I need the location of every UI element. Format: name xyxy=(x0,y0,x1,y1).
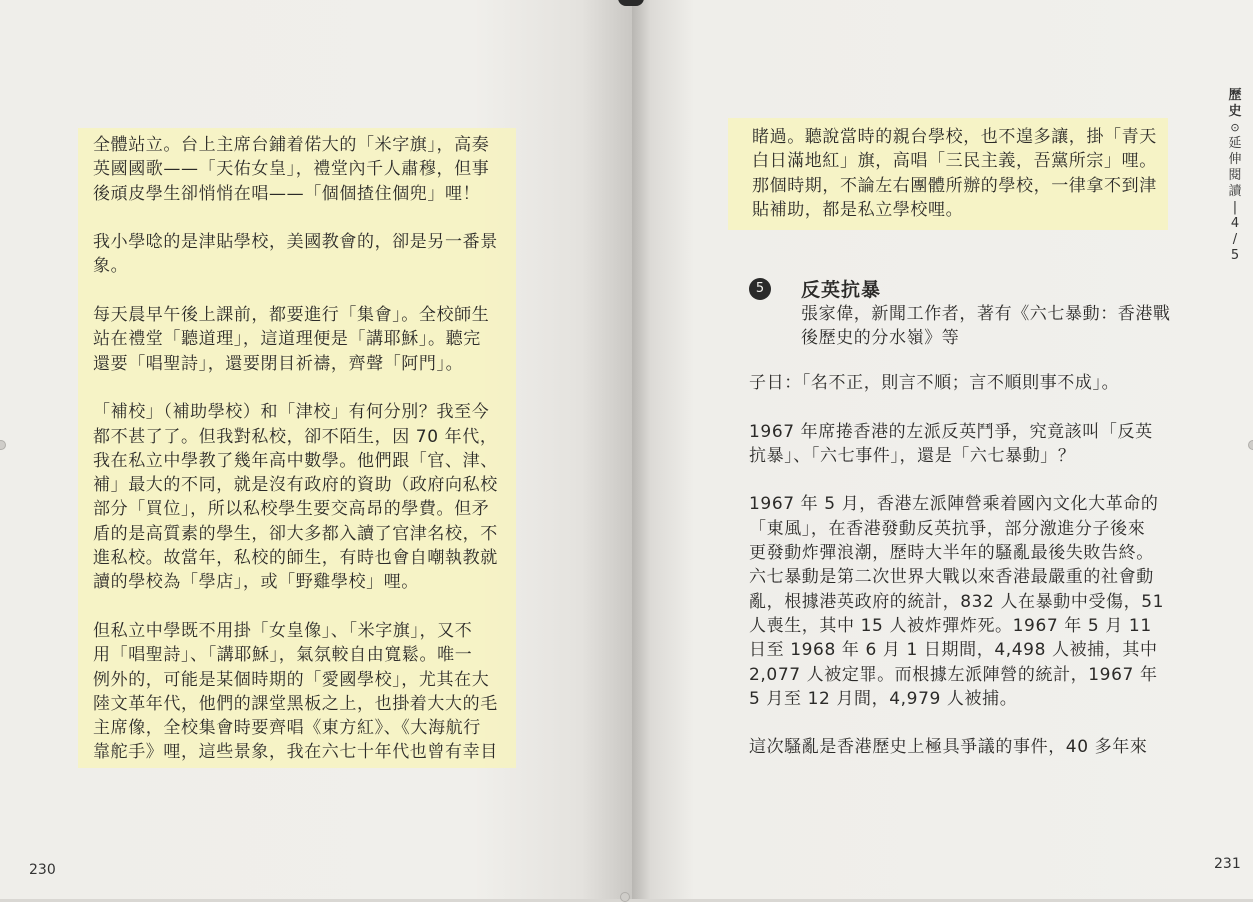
text-line: 亂，根據港英政府的統計，832 人在暴動中受傷，51 xyxy=(749,591,1165,612)
text-line: 例外的，可能是某個時期的「愛國學校」，尤其在大 xyxy=(93,669,490,690)
paragraph xyxy=(93,133,518,206)
text-line: 盾的是高質素的學生，卻大多都入讀了官津名校，不 xyxy=(93,523,498,544)
paragraph xyxy=(749,420,1159,469)
text-line: 主席像，全校集會時要齊唱《東方紅》、《大海航行 xyxy=(93,718,481,739)
section-number-badge: 5 xyxy=(749,278,771,300)
text-line: 全體站立。台上主席台鋪着偌大的「米字旗」，高奏 xyxy=(93,135,490,155)
side-label-char: 4 xyxy=(1230,216,1240,231)
side-label-char: | xyxy=(1232,200,1238,215)
text-line: 1967 年席捲香港的左派反英鬥爭，究竟該叫「反英 xyxy=(749,421,1153,442)
text-line: 還要「唱聖詩」，還要閉目祈禱，齊聲「阿門」。 xyxy=(93,353,464,374)
text-line: 人喪生，其中 15 人被炸彈炸死。1967 年 5 月 11 xyxy=(749,615,1152,636)
section-title: 反英抗暴 xyxy=(801,279,882,301)
text-line: 靠舵手》哩，這些景象，我在六七十年代也曾有幸目 xyxy=(93,742,498,763)
text-line: 每天晨早午後上課前，都要進行「集會」。全校師生 xyxy=(93,305,490,326)
text-line: 進私校。故當年，私校的師生，有時也會自嘲執教就 xyxy=(93,548,498,569)
text-line: 後頑皮學生卻悄悄在唱——「個個揸住個兜」哩！ xyxy=(93,183,481,204)
side-label-char: ⊙ xyxy=(1230,121,1240,134)
text-line: 更發動炸彈浪潮，歷時大半年的騷亂最後失敗告終。 xyxy=(749,543,1154,564)
right-body-text xyxy=(749,371,1165,760)
side-label-char: 伸 xyxy=(1228,152,1242,167)
text-line: 英國國歌——「天佑女皇」，禮堂內千人肅穆，但事 xyxy=(93,159,490,180)
paragraph xyxy=(749,735,1159,759)
text-line: 我小學唸的是津貼學校，美國教會的，卻是另一番景 xyxy=(93,232,498,253)
text-line: 「補校」（補助學校）和「津校」有何分別？我至今 xyxy=(93,402,490,423)
side-label-char: 讀 xyxy=(1228,184,1242,199)
paragraph xyxy=(93,400,518,594)
side-chapter-label xyxy=(1227,88,1243,264)
text-line: 都不甚了了。但我對私校，卻不陌生，因 70 年代， xyxy=(93,426,498,447)
side-label-char: 5 xyxy=(1230,248,1240,263)
text-line: 象。 xyxy=(93,256,129,277)
text-line: 六七暴動是第二次世界大戰以來香港最嚴重的社會動 xyxy=(749,567,1154,588)
text-line: 張家偉，新聞工作者，著有《六七暴動：香港戰 xyxy=(801,304,1171,324)
text-line: 睹過。聽說當時的親台學校，也不遑多讓，掛「青天 xyxy=(752,127,1157,147)
text-line: 但私立中學既不用掛「女皇像」、「米字旗」，又不 xyxy=(93,620,473,641)
text-line: 用「唱聖詩」、「講耶穌」，氣氛較自由寬鬆。唯一 xyxy=(93,645,473,666)
text-line: 子日：「名不正，則言不順；言不順則事不成」。 xyxy=(749,373,1120,393)
left-body-text xyxy=(93,133,518,765)
text-line: 陸文革年代，他們的課堂黑板之上，也掛着大大的毛 xyxy=(93,693,498,714)
text-line: 日至 1968 年 6 月 1 日期間，4,498 人被捕，其中 xyxy=(749,640,1158,661)
paragraph xyxy=(749,492,1165,711)
side-label-char: 歷 xyxy=(1228,88,1242,103)
section-author xyxy=(801,302,1171,351)
page-edge-dot-bottom xyxy=(620,892,630,902)
text-line: 5 月至 12 月間，4,979 人被捕。 xyxy=(749,688,1018,709)
side-label-char: 閱 xyxy=(1228,168,1242,183)
paragraph xyxy=(93,303,518,376)
text-line: 我在私立中學教了幾年高中數學。他們跟「官、津、 xyxy=(93,450,498,471)
paragraph xyxy=(749,371,1159,395)
text-line: 後歷史的分水嶺》等 xyxy=(801,328,960,349)
text-line: 白日滿地紅」旗，高唱「三民主義，吾黨所宗」哩。 xyxy=(752,151,1157,172)
text-line: 「東風」，在香港發動反英抗爭，部分激進分子後來 xyxy=(749,518,1146,539)
text-line: 補」最大的不同，就是沒有政府的資助（政府向私校 xyxy=(93,475,498,496)
text-line: 抗暴」、「六七事件」，還是「六七暴動」？ xyxy=(749,445,1076,466)
page-number-left: 230 xyxy=(29,862,56,878)
text-line: 1967 年 5 月，香港左派陣營乘着國內文化大革命的 xyxy=(749,494,1159,515)
right-top-paragraph xyxy=(752,125,1162,222)
text-line: 貼補助，都是私立學校哩。 xyxy=(752,199,964,220)
text-line: 部分「買位」，所以私校學生要交高昂的學費。但矛 xyxy=(93,499,490,520)
side-label-char: / xyxy=(1232,232,1238,247)
page-number-right: 231 xyxy=(1214,856,1241,872)
paragraph xyxy=(93,230,518,279)
side-label-char: 延 xyxy=(1228,136,1242,151)
side-label-char: 史 xyxy=(1228,104,1242,119)
text-line: 站在禮堂「聽道理」，這道理便是「講耶穌」。聽完 xyxy=(93,329,481,350)
text-line: 那個時期，不論左右團體所辦的學校，一律拿不到津 xyxy=(752,175,1157,196)
page-edge-dot-right xyxy=(1248,440,1253,450)
text-line: 這次騷亂是香港歷史上極具爭議的事件，40 多年來 xyxy=(749,737,1148,758)
text-line: 讀的學校為「學店」，或「野雞學校」哩。 xyxy=(93,572,419,593)
text-line: 2,077 人被定罪。而根據左派陣營的統計，1967 年 xyxy=(749,664,1158,685)
paragraph xyxy=(93,619,518,765)
